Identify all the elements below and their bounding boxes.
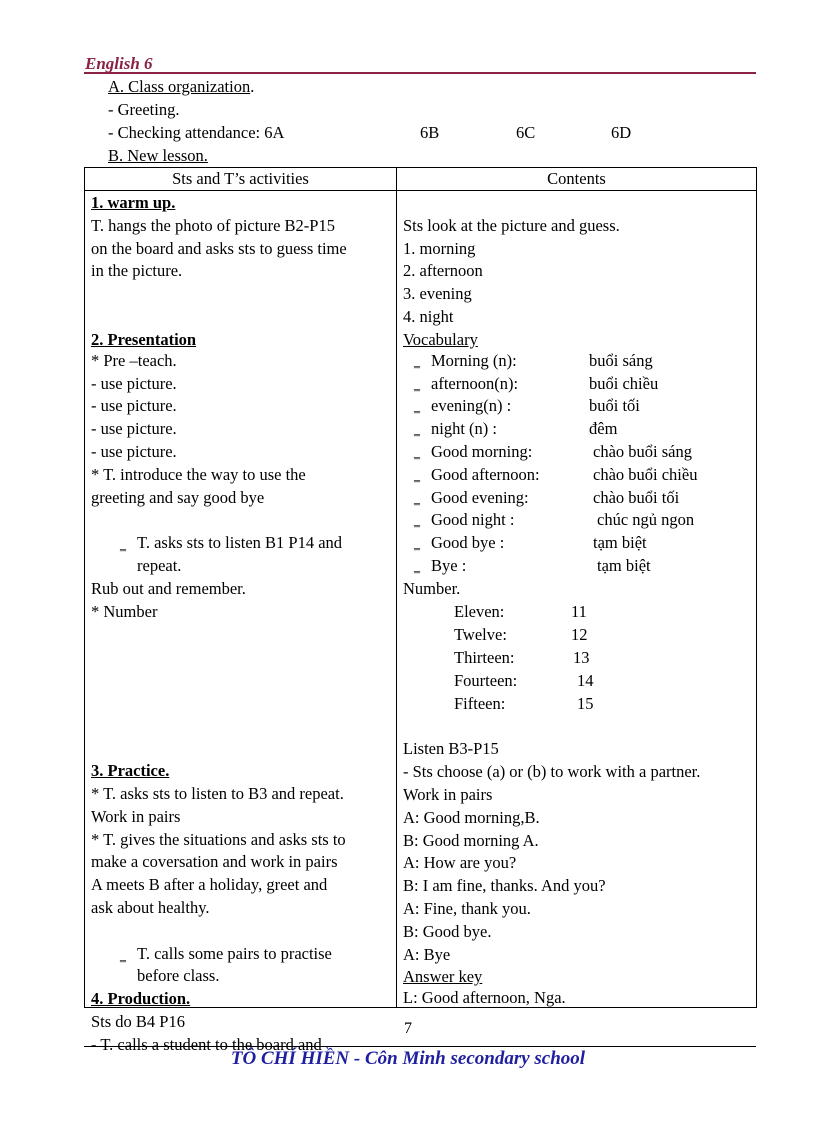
practice-line: Work in pairs <box>91 806 181 826</box>
spacer <box>91 715 391 738</box>
production-line: Sts do B4 P16 <box>91 1011 185 1031</box>
activities-cell <box>91 192 391 1056</box>
number-heading: * Number <box>91 601 158 621</box>
dialogue-line: B: I am fine, thanks. And you? <box>403 876 606 896</box>
attendance-line: - Checking attendance: 6A <box>108 123 285 142</box>
warmup-line: in the picture. <box>91 261 183 281</box>
col-activities-header: Sts and T’s activities <box>172 169 309 188</box>
vocab-list <box>403 350 753 578</box>
dash-bullet-icon: ‗ <box>414 353 420 368</box>
number-row: Fifteen: 15 <box>454 693 594 713</box>
practice-line: * T. asks sts to listen to B3 and repeat. <box>91 783 344 803</box>
guess-line: Sts look at the picture and guess. <box>403 215 620 235</box>
number-row: Twelve: 12 <box>454 624 588 644</box>
use-picture: - use picture. <box>91 419 177 439</box>
dialogue-line: B: Good bye. <box>403 921 492 941</box>
listen-b1-line: ‗ T. asks sts to listen B1 P14 and <box>91 532 391 555</box>
dash-bullet-icon: ‗ <box>414 467 420 482</box>
dash-bullet-icon: ‗ <box>120 947 126 962</box>
work-pairs: Work in pairs <box>403 784 493 804</box>
introduce-line: * T. introduce the way to use the <box>91 464 306 484</box>
spacer <box>403 716 753 739</box>
spacer <box>91 920 391 943</box>
vocab-item: ‗ Morning (n): buổi sáng <box>403 350 753 373</box>
header-title: English 6 <box>85 54 153 73</box>
vocab-item: ‗ Bye : tạm biệt <box>403 555 753 578</box>
dash-bullet-icon: ‗ <box>414 399 420 414</box>
number-row: Eleven: 11 <box>454 601 587 621</box>
spacer <box>91 737 391 760</box>
dialogue-line: A: How are you? <box>403 853 517 873</box>
lesson-table <box>84 167 757 1054</box>
practice-line: * T. gives the situations and asks sts to <box>91 829 346 849</box>
production-line: - T. calls a student to the board and <box>91 1034 322 1054</box>
dash-bullet-icon: ‗ <box>414 513 420 528</box>
contents-cell <box>403 192 753 1010</box>
presentation-title: 2. Presentation <box>91 329 197 349</box>
class-organization-title: A. Class organization. <box>108 77 255 96</box>
time-item: 4. night <box>403 306 454 326</box>
answer-key-title: Answer key <box>403 967 483 987</box>
practice-title: 3. Practice. <box>91 761 170 781</box>
introduce-line: greeting and say good bye <box>91 487 265 507</box>
dash-bullet-icon: ‗ <box>414 376 420 391</box>
dash-bullet-icon: ‗ <box>414 536 420 551</box>
dialogue-line: A: Good morning,B. <box>403 807 540 827</box>
practice-line: A meets B after a holiday, greet and <box>91 875 328 895</box>
answer-line: L: Good afternoon, Nga. <box>403 988 566 1008</box>
dash-bullet-icon: ‗ <box>414 490 420 505</box>
dialogue-line: A: Bye <box>403 944 451 964</box>
listen-b1-line: repeat. <box>137 555 182 575</box>
vocab-item: ‗ evening(n) : buổi tối <box>403 395 753 418</box>
warmup-line: on the board and asks sts to guess time <box>91 238 347 258</box>
spacer <box>91 509 391 532</box>
spacer <box>91 646 391 669</box>
production-title: 4. Production. <box>91 989 191 1009</box>
warmup-title: 1. warm up. <box>91 193 176 212</box>
time-item: 3. evening <box>403 284 472 304</box>
number-row: Fourteen: 14 <box>454 670 594 690</box>
listen-b3: Listen B3-P15 <box>403 739 499 759</box>
vocabulary-title: Vocabulary <box>403 329 478 349</box>
choose-line: - Sts choose (a) or (b) to work with a partner. <box>403 762 701 782</box>
dash-bullet-icon: ‗ <box>414 422 420 437</box>
page-number: 7 <box>404 1020 412 1037</box>
vocab-item: ‗ Good night : chúc ngủ ngon <box>403 509 753 532</box>
header-rule <box>84 72 756 74</box>
dialogue-line: A: Fine, thank you. <box>403 898 531 918</box>
practice-line: ask about healthy. <box>91 897 210 917</box>
time-item: 1. morning <box>403 238 476 258</box>
header-row-border <box>85 190 756 191</box>
calls-line: before class. <box>137 966 220 986</box>
attendance-6c: 6C <box>516 123 536 142</box>
spacer <box>91 669 391 692</box>
vocab-item: ‗ night (n) : đêm <box>403 418 753 441</box>
spacer <box>403 192 753 215</box>
footer-author-school: TÔ CHÍ HIỀN - Côn Minh secondary school <box>230 1048 586 1069</box>
vocab-item: ‗ Good bye : tạm biệt <box>403 532 753 555</box>
footer-rule <box>84 1046 756 1047</box>
number-row: Thirteen: 13 <box>454 647 590 667</box>
dash-bullet-icon: ‗ <box>414 558 420 573</box>
vocab-item: ‗ Good afternoon: chào buổi chiều <box>403 464 753 487</box>
number-title: Number. <box>403 578 461 598</box>
attendance-6d: 6D <box>611 123 632 142</box>
spacer <box>91 692 391 715</box>
spacer <box>91 283 391 306</box>
dash-bullet-icon: ‗ <box>414 444 420 459</box>
rub-out: Rub out and remember. <box>91 578 246 598</box>
col-contents-header: Contents <box>547 169 606 188</box>
calls-line: ‗ T. calls some pairs to practise <box>91 943 391 966</box>
use-picture: - use picture. <box>91 373 177 393</box>
greeting-line: - Greeting. <box>108 100 180 119</box>
time-item: 2. afternoon <box>403 261 483 281</box>
vocab-item: ‗ Good evening: chào buổi tối <box>403 487 753 510</box>
column-divider <box>396 168 397 1007</box>
use-picture: - use picture. <box>91 441 177 461</box>
new-lesson-title: B. New lesson. <box>108 146 208 165</box>
spacer <box>91 623 391 646</box>
vocab-item: ‗ Good morning: chào buổi sáng <box>403 441 753 464</box>
spacer <box>91 306 391 329</box>
dialogue-line: B: Good morning A. <box>403 830 539 850</box>
pre-teach: * Pre –teach. <box>91 350 177 370</box>
attendance-6b: 6B <box>420 123 440 142</box>
warmup-line: T. hangs the photo of picture B2-P15 <box>91 215 335 235</box>
vocab-item: ‗ afternoon(n): buổi chiều <box>403 373 753 396</box>
practice-line: make a coversation and work in pairs <box>91 852 338 872</box>
use-picture: - use picture. <box>91 396 177 416</box>
dash-bullet-icon: ‗ <box>120 537 126 552</box>
